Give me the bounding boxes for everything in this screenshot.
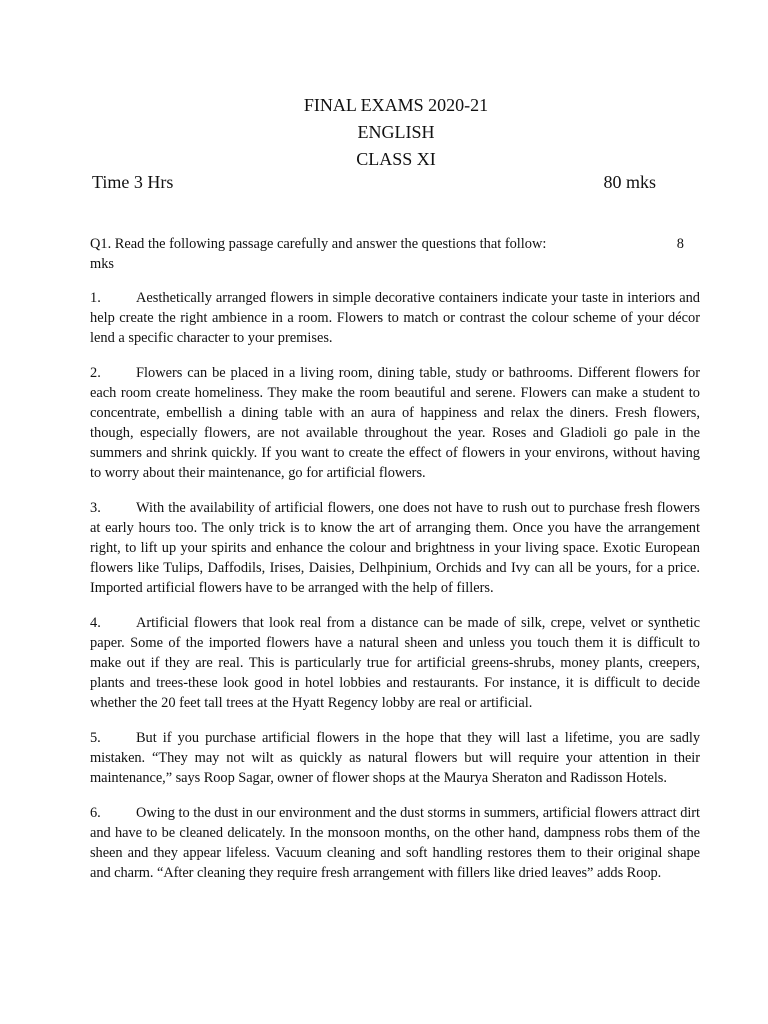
exam-class: CLASS XI bbox=[356, 149, 436, 169]
exam-total-marks: 80 mks bbox=[603, 172, 656, 192]
paragraph-text: Owing to the dust in our environment and the dust storms in summers, artificial flowers attract dirt and have to be cleaned delicately. In the monsoon months, on the other hand, dampness robs them of the sheen and they appear lifeless. Vacuum cleaning and soft handling restores them to their original shape and charm. “After cleaning they require fresh arrangement with fillers like dried leaves” adds Roop. bbox=[90, 805, 700, 881]
passage-paragraph-4 bbox=[90, 613, 700, 713]
passage-paragraph-6 bbox=[90, 803, 700, 883]
paragraph-number: 3. bbox=[90, 500, 101, 516]
paragraph-number: 4. bbox=[90, 615, 101, 631]
passage-paragraph-5 bbox=[90, 728, 700, 788]
paragraph-text: But if you purchase artificial flowers in the hope that they will last a lifetime, you are sadly mistaken. “They may not wilt as quickly as natural flowers but will require your attention in their maintenance,” says Roop Sagar, owner of flower shops at the Maurya Sheraton and Radisson Hotels. bbox=[90, 730, 700, 786]
question-marks-value: 8 bbox=[676, 236, 684, 252]
paragraph-text: Aesthetically arranged flowers in simple decorative containers indicate your taste in interiors and help create the right ambience in a room. Flowers to match or contrast the colour scheme of your décor lend a specific character to your premises. bbox=[90, 290, 700, 346]
passage-paragraph-2 bbox=[90, 363, 700, 483]
question-line bbox=[90, 234, 700, 254]
paragraph-number: 6. bbox=[90, 805, 101, 821]
exam-time: Time 3 Hrs bbox=[92, 172, 174, 192]
exam-title: FINAL EXAMS 2020-21 bbox=[303, 95, 489, 115]
passage-body bbox=[90, 234, 700, 898]
passage-paragraph-1 bbox=[90, 288, 700, 348]
exam-subject: ENGLISH bbox=[357, 122, 435, 142]
paragraph-number: 1. bbox=[90, 290, 101, 306]
paragraph-text: With the availability of artificial flowers, one does not have to rush out to purchase fresh flowers at early hours too. The only trick is to know the art of arranging them. Once you have the arrangement right, to lift up your spirits and enhance the colour and brightness in your living space. Exotic European flowers like Tulips, Daffodils, Irises, Daisies, Delhpinium, Orchids and Ivy can all be yours, for a price. Imported artificial flowers have to be arranged with the help of fillers. bbox=[90, 500, 700, 596]
paragraph-text: Artificial flowers that look real from a distance can be made of silk, crepe, velvet or synthetic paper. Some of the imported flowers have a natural sheen and unless you touch them it is difficult to make out if they are real. This is particularly true for artificial greens-shrubs, money plants, creepers, plants and trees-these look good in hotel lobbies and restaurants. For instance, it is difficult to decide whether the 20 feet tall trees at the Hyatt Regency lobby are real or artificial. bbox=[90, 615, 700, 711]
paragraph-number: 2. bbox=[90, 365, 101, 381]
paragraph-number: 5. bbox=[90, 730, 101, 746]
paragraph-text: Flowers can be placed in a living room, dining table, study or bathrooms. Different flowers for each room create homeliness. They make the room beautiful and serene. Flowers can make a student to concentrate, embellish a dining table with an aura of happiness and relax the diners. Fresh flowers, though, especially flowers, are not available throughout the year. Roses and Gladioli go pale in the summers and shrink quickly. If you want to create the effect of flowers in your environs, without having to worry about their maintenance, go for artificial flowers. bbox=[90, 365, 700, 481]
question-marks-unit: mks bbox=[90, 256, 114, 272]
exam-header bbox=[0, 92, 768, 173]
question-text: Q1. Read the following passage carefully and answer the questions that follow: bbox=[90, 236, 547, 252]
passage-paragraph-3 bbox=[90, 498, 700, 598]
